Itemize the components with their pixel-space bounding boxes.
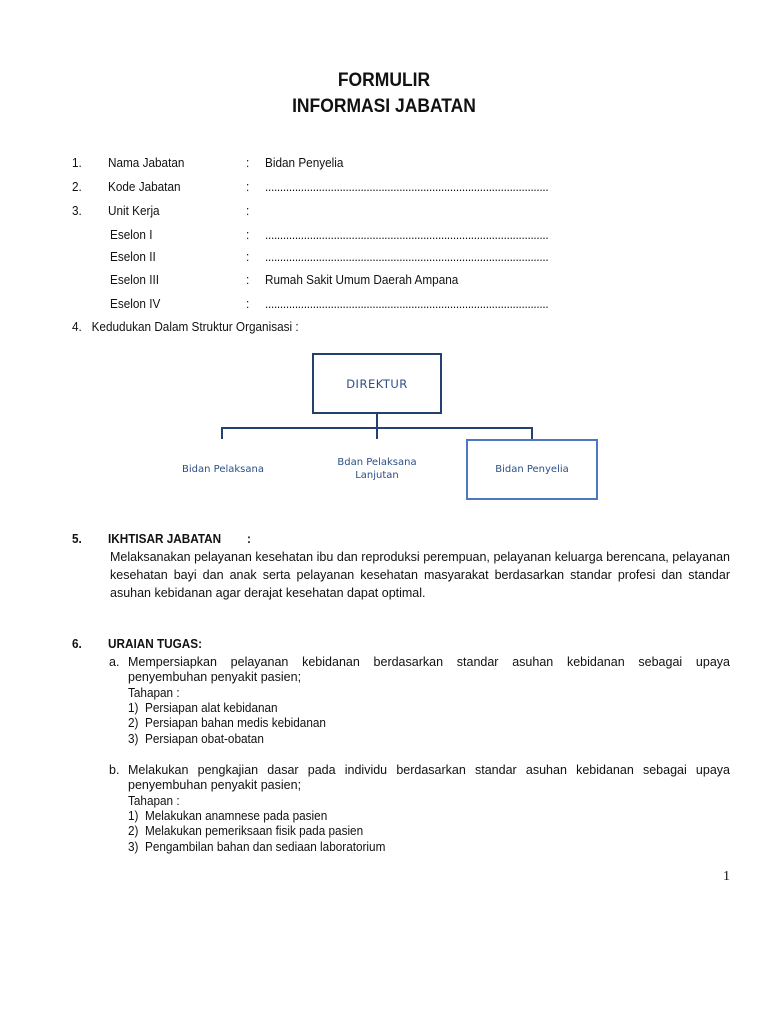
field-colon: : <box>246 250 250 264</box>
field-label-nama-jabatan: Nama Jabatan <box>108 156 185 170</box>
task-a-step-2: 2) Persiapan bahan medis kebidanan <box>128 716 326 730</box>
section-6-number: 6. <box>72 637 82 651</box>
org-box-direktur: DIREKTUR <box>312 353 442 414</box>
org-box-bidan-pelaksana: Bidan Pelaksana <box>182 463 264 475</box>
org-connector-right <box>531 427 533 439</box>
page-number: 1 <box>723 869 730 884</box>
field-value-eselon-2: ............................................................................................... <box>265 250 549 264</box>
field-colon: : <box>246 273 250 287</box>
task-a-step-3: 3) Persiapan obat-obatan <box>128 732 264 746</box>
field-value-eselon-3: Rumah Sakit Umum Daerah Ampana <box>265 273 459 287</box>
task-a-text: Mempersiapkan pelayanan kebidanan berdasarkan standar asuhan kebidanan sebagai upaya penyembuhan penyakit pasien; <box>128 655 730 684</box>
task-a-tahapan: Tahapan : <box>128 686 180 700</box>
section-6-title: URAIAN TUGAS: <box>108 637 202 651</box>
field-label-kode-jabatan: Kode Jabatan <box>108 180 181 194</box>
task-b-letter: b. <box>109 763 120 777</box>
field-label-unit-kerja: Unit Kerja <box>108 204 160 218</box>
field-colon: : <box>246 156 250 170</box>
document-title: FORMULIR <box>337 70 431 91</box>
field-colon: : <box>246 228 250 242</box>
field-value-kode-jabatan: ............................................................................................... <box>265 180 549 194</box>
section-4-label: 4. Kedudukan Dalam Struktur Organisasi : <box>72 320 299 334</box>
section-5-title: IKHTISAR JABATAN <box>108 532 222 546</box>
task-b-tahapan: Tahapan : <box>128 794 180 808</box>
section-5-text: Melaksanakan pelayanan kesehatan ibu dan reproduksi perempuan, pelayanan keluarga berencana, pelayanan kesehatan bayi dan anak serta pelayanan kesehatan masyarakat berdasarkan standar profesi dan standar asuhan kebidanan agar derajat kesehatan dapat optimal. <box>110 550 730 600</box>
task-b-step-2: 2) Melakukan pemeriksaan fisik pada pasien <box>128 824 364 838</box>
field-value-eselon-4: ............................................................................................... <box>265 297 549 311</box>
field-number: 3. <box>72 204 82 218</box>
task-b-step-1: 1) Melakukan anamnese pada pasien <box>128 809 328 823</box>
task-b-step-3: 3) Pengambilan bahan dan sediaan laboratorium <box>128 840 386 854</box>
org-connector-left <box>221 427 223 439</box>
field-label-eselon-2: Eselon II <box>110 250 156 264</box>
section-5-number: 5. <box>72 532 82 546</box>
field-label-eselon-3: Eselon III <box>110 273 159 287</box>
field-number: 1. <box>72 156 82 170</box>
field-colon: : <box>246 297 250 311</box>
org-connector-middle <box>376 427 378 439</box>
field-colon: : <box>246 204 250 218</box>
task-b-text: Melakukan pengkajian dasar pada individu berdasarkan standar asuhan kebidanan sebagai upaya penyembuhan penyakit pasien; <box>128 763 730 792</box>
section-5-colon: : <box>247 532 251 546</box>
document-subtitle: INFORMASI JABATAN <box>292 96 476 117</box>
org-box-bidan-pelaksana-lanjutan: Bdan Pelaksana Lanjutan <box>337 457 417 481</box>
field-label-eselon-4: Eselon IV <box>110 297 161 311</box>
field-label-eselon-1: Eselon I <box>110 228 153 242</box>
task-a-step-1: 1) Persiapan alat kebidanan <box>128 701 278 715</box>
field-value-eselon-1: ............................................................................................... <box>265 228 549 242</box>
org-box-bidan-penyelia: Bidan Penyelia <box>466 439 598 500</box>
task-a-letter: a. <box>109 655 120 669</box>
field-colon: : <box>246 180 250 194</box>
field-value-nama-jabatan: Bidan Penyelia <box>265 156 344 170</box>
org-connector-vertical <box>376 414 378 428</box>
field-number: 2. <box>72 180 82 194</box>
